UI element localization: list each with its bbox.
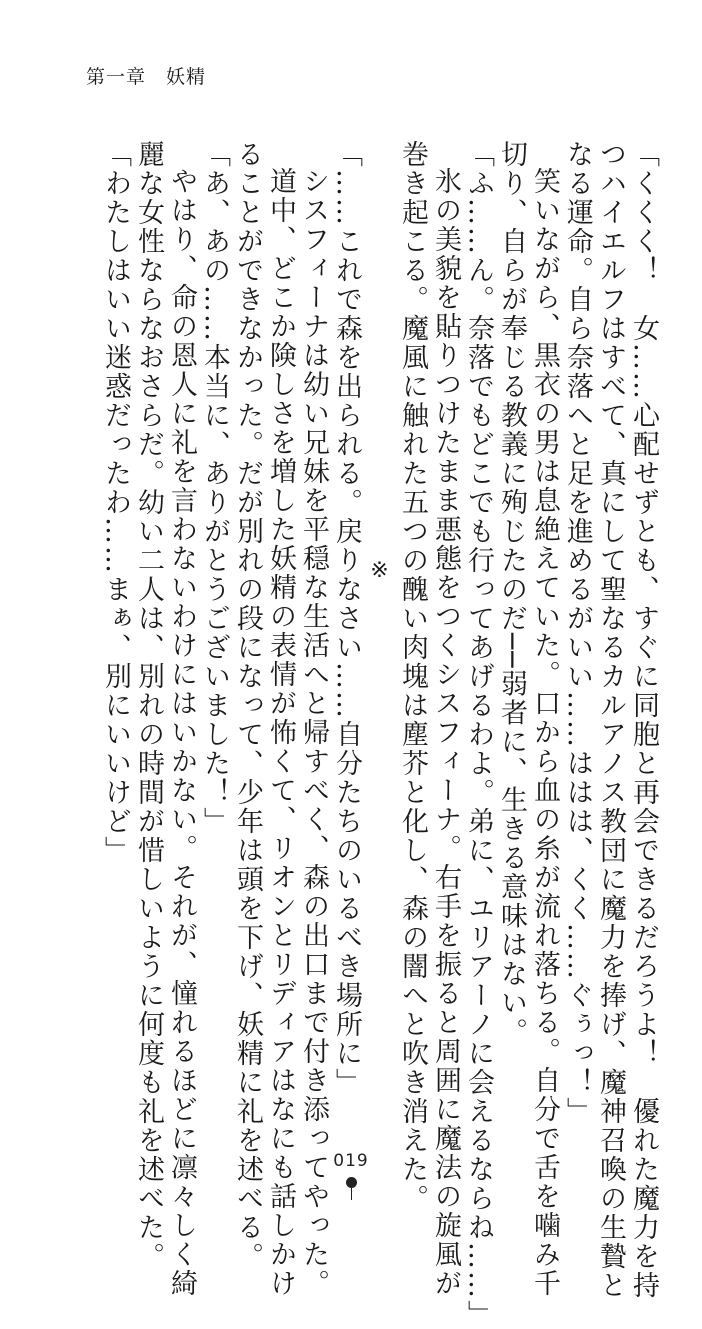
text-column: 「くくく！ 女……心配せずとも、すぐに同胞と再会できるだろうよ！ 優れた魔力を持 <box>628 140 659 1300</box>
footer-line-ornament <box>351 1186 352 1200</box>
text-column: ることができなかった。だが別れの段になって、少年は頭を下げ、妖精に礼を述べる。 <box>232 140 263 1271</box>
text-column: 笑いながら、黒衣の男は息絶えていた。口から血の糸が流れ落ちる。自分で舌を噛み千 <box>529 167 560 1298</box>
text-column: なる運命。自ら奈落へと足を進めるがいい……ははは、くく……ぐぅっ！」 <box>562 140 593 1126</box>
text-column: 切り、自らが奉じる教義に殉じたのだ──弱者に、生きる意味はない。 <box>496 140 527 1047</box>
text-column: 「……これで森を出られる。戻りなさい……自分たちのいるべき場所に」 <box>331 140 362 1097</box>
text-column: 「わたしはいい迷惑だったわ……まぁ、別にいいけど」 <box>100 140 131 865</box>
running-head-chapter-title: 第一章 妖精 <box>86 66 207 88</box>
text-column: 「ふ……ん。奈落でもどこでも行ってあげるわよ。弟に、ユリアーノに会えるならね……」 <box>463 140 494 1329</box>
text-column: 氷の美貌を貼りつけたまま悪態をつくシスフィーナ。右手を振ると周囲に魔法の旋風が <box>430 167 461 1298</box>
text-column: 「あ、あの……本当に、ありがとうございました！」 <box>199 140 230 836</box>
page-number: 019 <box>333 1151 369 1171</box>
section-break-mark: ※ <box>367 558 392 585</box>
text-column: 道中、どこか険しさを増した妖精の表情が怖くて、リオンとリディアはなにも話しかけ <box>265 167 296 1298</box>
text-column: つハイエルフはすべて、真にして聖なるカルアノス教団に魔力を捧げ、魔神召喚の生贄と <box>595 140 626 1300</box>
text-column: 麗な女性ならなおさらだ。幼い二人は、別れの時間が惜しいように何度も礼を述べた。 <box>133 140 164 1271</box>
text-column: やはり、命の恩人に礼を言わないわけにはいかない。それが、憧れるほどに凛々しく綺 <box>166 167 197 1298</box>
text-column: 巻き起こる。魔風に触れた五つの醜い肉塊は塵芥と化し、森の闇へと吹き消えた。 <box>397 140 428 1213</box>
text-column: シスフィーナは幼い兄妹を平穏な生活へと帰すべく、森の出口まで付き添ってやった。 <box>298 167 329 1298</box>
